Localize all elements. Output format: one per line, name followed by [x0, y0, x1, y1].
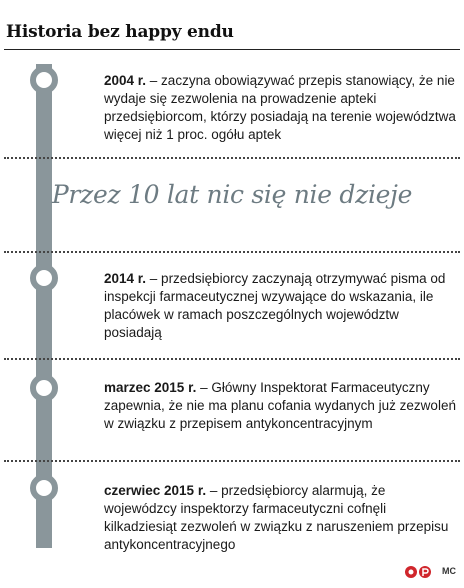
- entry-date: marzec 2015 r.: [104, 380, 197, 395]
- dotted-divider: [4, 251, 460, 253]
- banner-headline: Przez 10 lat nic się nie dzieje: [51, 180, 413, 209]
- timeline-node-4: [30, 474, 58, 502]
- timeline-entry: [104, 72, 458, 144]
- entry-text: – zaczyna obowiązywać przepis stanowiący, że nie wydaje się zezwolenia na prowadzenie apteki przedsiębiorcom, którzy posiadają na terenie województwa więcej niż 1 proc. ogółu aptek: [104, 73, 456, 142]
- entry-date: 2014 r.: [104, 271, 147, 286]
- entry-text: – Główny Inspektorat Farmaceutyczny zapewnia, że nie ma planu cofania wydanych już zezwoleń w związku z przepisem antykoncentracyjnym: [104, 380, 456, 431]
- dotted-divider: [4, 358, 460, 360]
- timeline-entry: [104, 379, 458, 433]
- page-title: Historia bez happy endu: [6, 22, 234, 42]
- author-credit: MC: [442, 566, 456, 576]
- dotted-divider: [4, 157, 460, 159]
- timeline-node-2: [30, 264, 58, 292]
- timeline-node-3: [30, 374, 58, 402]
- publisher-logo-icon: [404, 565, 440, 579]
- entry-date: 2004 r.: [104, 73, 147, 88]
- title-divider: [4, 49, 460, 50]
- timeline-entry: [104, 482, 458, 554]
- dotted-divider: [4, 460, 460, 462]
- timeline-entry: [104, 270, 458, 342]
- entry-date: czerwiec 2015 r.: [104, 483, 207, 498]
- entry-text: – przedsiębiorcy zaczynają otrzymywać pisma od inspekcji farmaceutycznej wzywające do wskazania, ile placówek w ramach poszczególnych województw posiadają: [104, 271, 446, 340]
- timeline-node-1: [30, 66, 58, 94]
- entry-text: – przedsiębiorcy alarmują, że wojewódzcy inspektorzy farmaceutyczni cofnęli kilkadziesiąt zezwoleń w związku z naruszeniem przepisu antykoncentracyjnego: [104, 483, 449, 552]
